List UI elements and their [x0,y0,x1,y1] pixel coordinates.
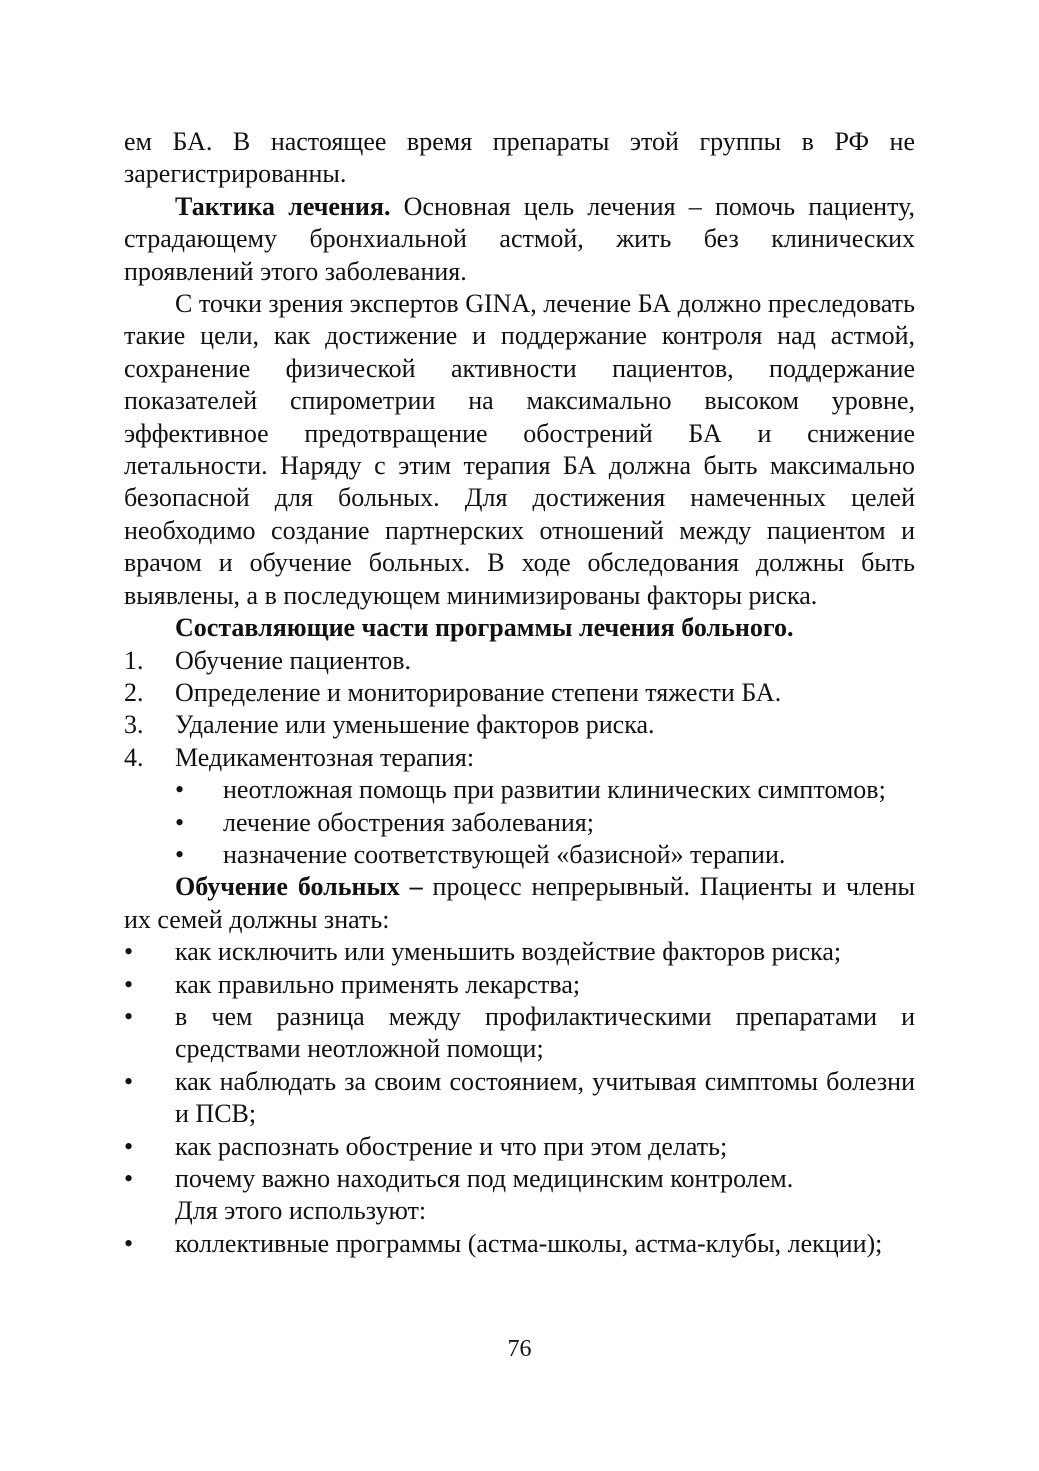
bullet-icon: • [175,839,185,869]
list-item-text: Обучение пациентов. [175,645,412,675]
bullet-icon: • [124,1001,134,1031]
list-item-text: лечение обострения заболевания; [223,807,594,837]
list-number: 1. [124,645,144,675]
program-list [124,645,915,775]
list-item-text: неотложная помощь при развитии клинических симптомов; [223,775,886,805]
tactics-heading: Тактика лечения. [175,191,391,221]
paragraph-tactics [124,191,915,288]
list-item [124,1001,915,1066]
list-item-text: Определение и мониторирование степени тяжести БА. [175,677,782,707]
list-item [124,969,915,1001]
list-item [124,1131,915,1163]
list-item [124,709,915,741]
therapy-list [124,774,915,871]
bullet-icon: • [124,1066,134,1096]
list-item [124,936,915,968]
program-heading: Составляющие части программы лечения больного. [175,613,794,643]
list-item [175,807,915,839]
knowledge-list [124,936,915,1195]
list-item [175,774,915,806]
list-number: 3. [124,710,144,740]
list-item [124,742,915,774]
use-list [124,1228,915,1260]
list-item-text: коллективные программы (астма-школы, астма-клубы, лекции); [175,1228,883,1258]
page-number: 76 [507,1336,532,1362]
list-item [124,645,915,677]
list-item [124,1066,915,1131]
list-item-text: как исключить или уменьшить воздействие факторов риска; [175,937,842,967]
list-item [175,839,915,871]
bullet-icon: • [124,969,134,999]
list-item [124,1228,915,1260]
tactics-text: Основная цель лечения – помочь пациенту, страдающему бронхиальной астмой, жить без клинических проявлений этого заболевания. [124,191,916,286]
list-item-text: как правильно применять лекарства; [175,969,581,999]
paragraph-education [124,871,915,936]
list-item [124,1163,915,1195]
list-item-text: Удаление или уменьшение факторов риска. [175,710,655,740]
education-heading: Обучение больных – [175,872,423,902]
list-item-text: как наблюдать за своим состоянием, учитывая симптомы болезни и ПСВ; [175,1066,915,1129]
bullet-icon: • [175,807,185,837]
list-number: 4. [124,742,144,772]
list-item-text: в чем разница между профилактическими препаратами и средствами неотложной помощи; [175,1001,915,1064]
list-item-text: почему важно находиться под медицинским контролем. [175,1164,794,1193]
bullet-icon: • [124,1164,134,1193]
bullet-icon: • [124,1228,134,1258]
paragraph-gina: С точки зрения экспертов GINA, лечение БА должно преследовать такие цели, как достижение и поддержание контроля над астмой, сохранение физической активности пациентов, поддержание показателей спирометрии на максимально высоком уровне, эффективное предотвращение обострений БА и снижение летальности. Наряду с этим терапия БА должна быть максимально безопасной для больных. Для достижения намеченных целей необходимо создание партнерских отношений между пациентом и врачом и обучение больных. В ходе обследования должны быть выявлены, а в последующем минимизированы факторы риска. [124,289,915,610]
list-item-text: как распознать обострение и что при этом делать; [175,1131,728,1161]
list-item [124,677,915,709]
bullet-icon: • [124,1131,134,1161]
use-intro: Для этого используют: [175,1196,427,1226]
list-number: 2. [124,677,144,707]
list-item-text: Медикаментозная терапия: [175,742,475,772]
bullet-icon: • [124,937,134,967]
education-text: процесс непрерывный. Пациенты и члены их семей должны знать: [124,872,915,934]
bullet-icon: • [175,775,185,805]
paragraph-1: ем БА. В настоящее время препараты этой группы в РФ не зарегистрированны. [124,127,915,189]
list-item-text: назначение соответствующей «базисной» терапии. [223,839,786,869]
